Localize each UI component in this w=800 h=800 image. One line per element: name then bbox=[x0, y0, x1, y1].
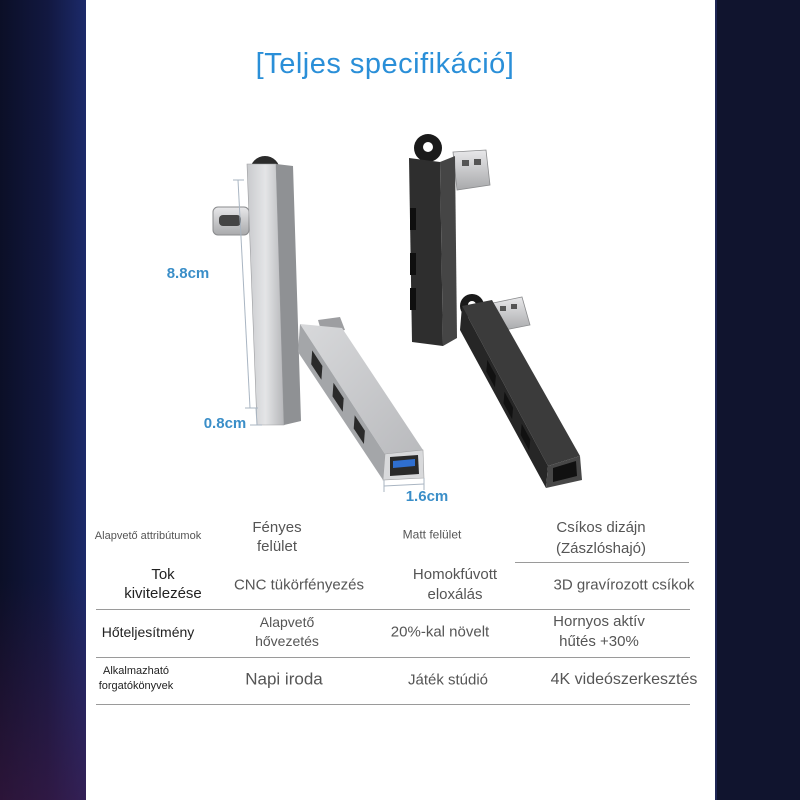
cell-line: Alapvető bbox=[259, 614, 315, 630]
matte-finish-cell bbox=[403, 528, 462, 543]
cell-line: (Zászlóshajó) bbox=[555, 540, 647, 557]
cell-line: Fényes bbox=[252, 519, 302, 536]
cell-line: Napi iroda bbox=[245, 669, 323, 689]
row-label bbox=[124, 565, 202, 603]
row-divider bbox=[96, 704, 690, 705]
cell-line: kivitelezése bbox=[124, 585, 202, 602]
row-label bbox=[99, 664, 174, 694]
active-cooling-cell bbox=[553, 612, 645, 652]
side-port bbox=[410, 253, 416, 275]
silver-hub-diagonal bbox=[298, 317, 424, 480]
row-divider bbox=[96, 609, 690, 610]
cell-line: Alapvető attribútumok bbox=[94, 530, 202, 542]
cell-line: hővezetés bbox=[255, 633, 319, 649]
usb-a-connector bbox=[453, 150, 490, 190]
striped-design-cell bbox=[556, 517, 646, 559]
length-label: 8.8cm bbox=[166, 265, 210, 282]
usb-c-slot bbox=[219, 215, 241, 226]
video-editing-cell bbox=[551, 670, 698, 690]
cell-line: felület bbox=[256, 538, 298, 555]
glossy-finish-cell bbox=[252, 518, 301, 556]
engraved-stripes-cell bbox=[554, 576, 695, 595]
cell-line: CNC tükörfényezés bbox=[233, 576, 365, 594]
cnc-polish-cell bbox=[234, 576, 364, 595]
cell-line: Tok bbox=[151, 566, 175, 583]
cell-line: 4K videószerkesztés bbox=[550, 671, 698, 688]
silver-hub-vertical bbox=[213, 156, 301, 425]
key-tab-hole bbox=[423, 142, 433, 152]
width-label: 1.6cm bbox=[405, 488, 449, 505]
basic-conduction-cell bbox=[255, 613, 319, 651]
usb-a-contact bbox=[511, 304, 517, 309]
gaming-studio-cell bbox=[408, 671, 488, 690]
cell-line: Homokfúvott bbox=[412, 566, 498, 583]
usb-a-contact bbox=[462, 160, 469, 166]
width-dimension-line bbox=[384, 484, 424, 486]
cell-line: Hőteljesítmény bbox=[101, 624, 195, 640]
page-title: [Teljes specifikáció] bbox=[255, 48, 515, 80]
cell-line: hűtés +30% bbox=[559, 633, 639, 650]
cell-line: Hornyos aktív bbox=[553, 613, 645, 630]
cell-line: forgatókönyvek bbox=[98, 680, 174, 692]
usb-a-contact bbox=[474, 159, 481, 165]
cell-line: Csíkos dizájn bbox=[556, 519, 646, 536]
hub-side-face bbox=[440, 156, 457, 346]
cell-line: Matt felület bbox=[402, 527, 462, 542]
side-port bbox=[410, 288, 416, 310]
cell-line: Játék stúdió bbox=[407, 671, 489, 689]
row-label bbox=[95, 529, 201, 543]
cell-line: eloxálás bbox=[427, 586, 483, 603]
usb-a-contact bbox=[500, 306, 506, 311]
hub-front-face bbox=[409, 158, 443, 346]
improved-cooling-cell bbox=[391, 623, 489, 642]
row-divider bbox=[515, 562, 689, 563]
cell-line: 3D gravírozott csíkok bbox=[553, 576, 695, 594]
cell-line: Alkalmazható bbox=[102, 665, 170, 677]
row-label bbox=[102, 623, 195, 641]
black-hub-diagonal bbox=[460, 294, 582, 488]
cell-line: 20%-kal növelt bbox=[390, 623, 490, 641]
thickness-label: 0.8cm bbox=[203, 415, 247, 432]
daily-office-cell bbox=[245, 669, 323, 690]
sandblasted-cell bbox=[413, 565, 497, 605]
row-divider bbox=[96, 657, 690, 658]
side-port bbox=[410, 208, 416, 230]
